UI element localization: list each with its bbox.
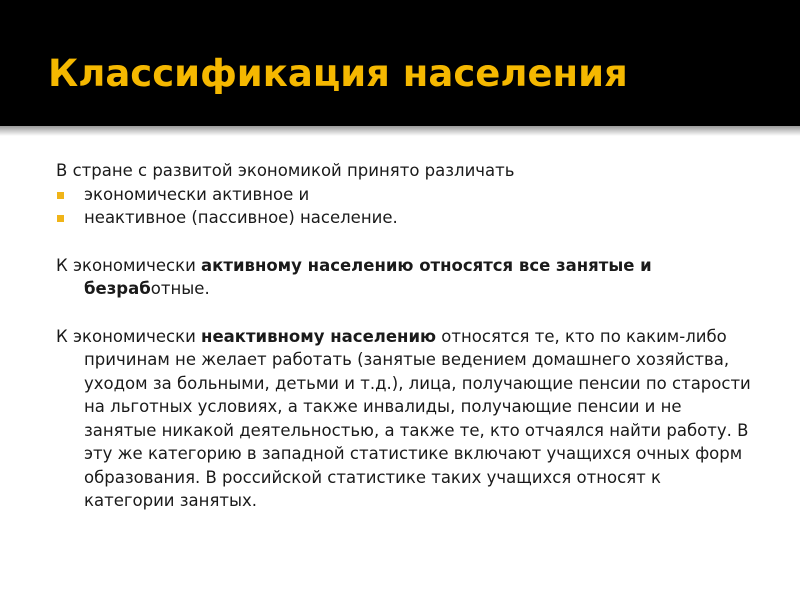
paragraph-bold-term: неактивному населению [201, 326, 437, 346]
inactive-population-paragraph [56, 325, 756, 513]
intro-line: В стране с развитой экономикой принято различать [56, 161, 515, 180]
paragraph-bold-term: активному населению относятся все занятые и безраб [84, 255, 652, 298]
bullet-item [56, 206, 756, 230]
slide-title: Классификация населения [48, 52, 628, 95]
paragraph-lead: К экономически [56, 255, 202, 275]
paragraph-lead: К экономически [56, 326, 202, 346]
bullet-list [56, 183, 756, 230]
title-band-shadow [0, 126, 800, 136]
square-bullet-icon [57, 192, 64, 199]
title-band [0, 0, 800, 126]
active-population-paragraph [56, 254, 756, 301]
square-bullet-icon [57, 215, 64, 222]
paragraph-tail: относятся те, кто по каким-либо причинам не желает работать (занятые ведением домашнего хозяйства, уходом за больными, детьми и т.д.), лица, получающие пенсии по старости на льготных условиях, а также инвалиды, получающие пенсии и не занятые никакой деятельностью, а также те, кто отчаялся найти работу. В эту же категорию в западной статистике включают учащихся очных форм образования. В российской статистике таких учащихся относят к категории занятых. [84, 326, 751, 510]
bullet-text: неактивное (пассивное) население. [84, 208, 398, 227]
bullet-item [56, 183, 756, 207]
paragraph-tail: отные. [150, 279, 210, 298]
bullet-text: экономически активное и [84, 184, 310, 204]
slide-body [56, 159, 756, 513]
